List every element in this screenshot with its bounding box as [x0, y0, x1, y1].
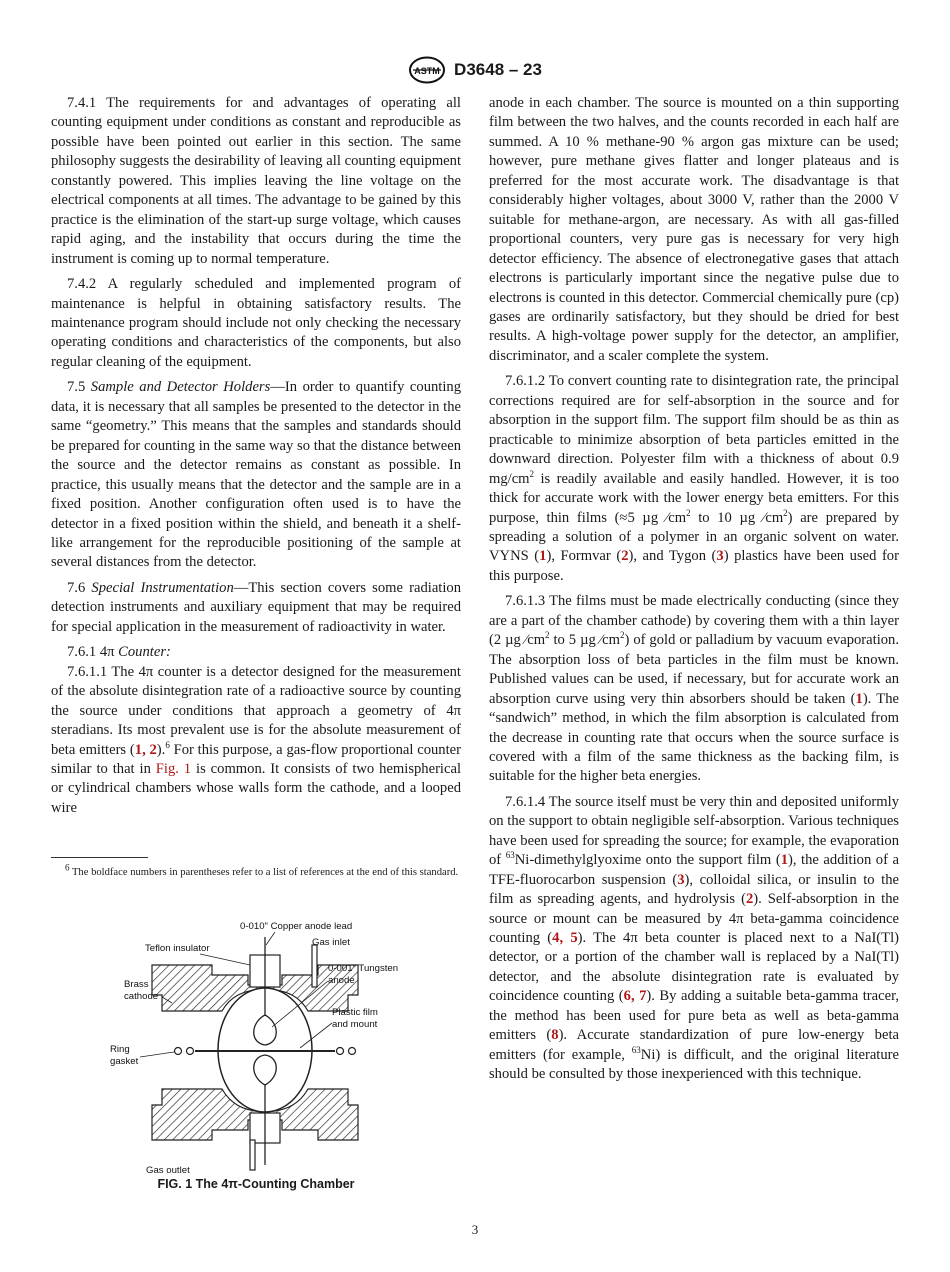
svg-text:0-001" Tungsten: 0-001" Tungsten	[328, 963, 399, 974]
reference-link[interactable]: 3	[677, 871, 685, 888]
svg-text:0-010" Copper anode lead: 0-010" Copper anode lead	[240, 921, 353, 932]
svg-text:ASTM: ASTM	[414, 66, 440, 76]
paragraph-7-6: 7.6 Special Instrumentation—This section covers some radiation detection instruments and auxiliary equipment that may be required for special application in the measurement of radioactivity in water.	[51, 579, 462, 635]
reference-link[interactable]: 1, 2	[134, 741, 157, 758]
reference-link[interactable]: 1	[539, 548, 547, 565]
svg-text:Plastic film: Plastic film	[332, 1007, 378, 1018]
figure-caption: FIG. 1 The 4π-Counting Chamber	[157, 1177, 355, 1191]
footnote-marker[interactable]: 6	[165, 739, 170, 750]
page-number: 3	[471, 1222, 479, 1237]
reference-link[interactable]: 1	[780, 852, 788, 869]
footnote-divider	[51, 857, 148, 858]
svg-text:anode: anode	[328, 975, 355, 986]
svg-text:Ring: Ring	[110, 1044, 130, 1055]
svg-text:Teflon insulator: Teflon insulator	[145, 943, 210, 954]
svg-text:gasket: gasket	[110, 1056, 139, 1067]
left-column	[51, 94, 461, 824]
svg-text:Gas inlet: Gas inlet	[312, 937, 350, 948]
counting-chamber-figure	[100, 915, 430, 1180]
footnote: $^6$ The boldface numbers in parentheses refer to a list of references at the end of this standard.	[65, 862, 459, 878]
paragraph-7-5: 7.5 Sample and Detector Holders—In order to quantify counting data, it is necessary that all samples be presented to the detector in the same “geometry.” This means that the samples and standards should be prepared for counting in the same way so that the distance between the source and the detector remains as constant as possible. In practice, this usually means that the detector and the sample are in a fixed position. Another configuration often used is to have the detector in a fixed position within the shield, and beneath it a shelf-like arrangement for the reproducible positioning of the sample at several distances from the detector.	[51, 379, 461, 571]
reference-link[interactable]: 4, 5	[552, 930, 578, 947]
section-title: Sample and Detector Holders	[90, 379, 271, 396]
reference-link[interactable]: 2	[621, 548, 629, 565]
svg-text:Brass: Brass	[124, 979, 149, 990]
paragraph-7-4-2: 7.4.2 A regularly scheduled and implemented program of maintenance is helpful in obtaining satisfactory results. The maintenance program should include not only checking the necessary operating conditions and characteristics of the components, but also regular cleaning of the equipment.	[51, 276, 461, 370]
figure-link[interactable]: Fig. 1	[155, 760, 192, 777]
reference-link[interactable]: 1	[855, 690, 863, 707]
reference-link[interactable]: 6, 7	[623, 988, 647, 1005]
right-column	[489, 94, 899, 1091]
svg-text:Gas outlet: Gas outlet	[146, 1165, 190, 1176]
svg-text:cathode: cathode	[124, 991, 159, 1002]
section-title: Counter:	[118, 644, 171, 661]
paragraph-7-6-1: 7.6.1 4π Counter:	[67, 644, 171, 661]
standard-designation: D3648 – 23	[454, 60, 542, 79]
page-header	[0, 56, 950, 84]
reference-link[interactable]: 8	[551, 1027, 559, 1044]
section-title: Special Instrumentation	[91, 579, 234, 596]
paragraph-7-6-1-4: 7.6.1.4 The source itself must be very thin and deposited uniformly on the support to obtain negligible self-absorption. Various techniques have been used for spreading the source; for example, the evaporation of $^{63}$Ni-dimethylglyoxime onto the support film (1), the addition of a TFE-fluorocarbon suspension (3), colloidal silica, or insulin to the film as spreading agents, and hydrolysis (2). Self-absorption in the source or mount can be measured by 4π beta-gamma coincidence counting (4, 5). The 4π beta counter is placed next to a NaI(Tl) detector, or a portion of the chamber wall is replaced by a NaI(Tl) detector, and the absolute disintegration rate is evaluated by coincidence counting (6, 7). By adding a suitable beta-gamma tracer, the method has been used for pure beta as well as beta-gamma emitters (8). Accurate standardization of pure low-energy beta emitters (for example, $^{63}$Ni) is difficult, and the original literature should be consulted by those inexperienced with this technique.	[489, 793, 899, 1083]
paragraph-7-6-1-1: 7.6.1.1 The 4π counter is a detector designed for the measurement of the absolute disintegration rate of a radioactive source by counting the source under conditions that approach a geometry of 4π steradians. Its most prevalent use is for the absolute measurement of beta emitters (1, 2).$^6$ For this purpose, a gas-flow proportional counter similar to that in Fig. 1 is common. It consists of two hemispherical or cylindrical chambers whose walls form the cathode, and a looped wire	[51, 663, 461, 816]
reference-link[interactable]: 2	[745, 891, 754, 908]
astm-logo-icon	[408, 56, 446, 84]
reference-link[interactable]: 3	[716, 548, 724, 565]
paragraph-7-6-1-3: 7.6.1.3 The films must be made electrically conducting (since they are a part of the chamber cathode) by covering them with a thin layer (2 µg $⁄cm^2$ to 5 µg $⁄cm^2$) of gold or palladium by vacuum evaporation. The absorption loss of beta particles in the film must be known. Published values can be used, if necessary, but for accurate work an absorption curve using very thin absorbers should be taken (1). The “sandwich” method, in which the film absorption is calculated from the decrease in counting rate that occurs when the source surface is covered with a film of the same thickness as the backing film, is suitable for the higher beta energies.	[489, 593, 899, 785]
svg-text:and mount: and mount	[332, 1019, 378, 1030]
paragraph-7-6-1-1-continued: anode in each chamber. The source is mounted on a thin supporting film between the two halves, and the counts recorded in each half are summed. A 10 % methane-90 % argon gas mixture can be used; however, pure methane gives flatter and longer plateaus and is preferred for the most accurate work. The disadvantage is that considerably higher voltages, about 3000 V, rather than the 2000 V suitable for methane-argon, are necessary. As with all gas-filled proportional counters, very pure gas is necessary for very high detector efficiency. The absence of electronegative gases that attach electrons is particularly important since the negative pulse due to electrons is counted in this detector. Commercial chemically pure (cp) gases are ordinarily satisfactory, but they should be dried for best results. A high-voltage power supply for the detector, an amplifier, discriminator, and a scaler complete the system.	[489, 95, 899, 364]
paragraph-7-6-1-2: 7.6.1.2 To convert counting rate to disintegration rate, the principal corrections required are for self-absorption in the source and for absorption in the support film. The support film should be as thin as practicable to minimize absorption of beta particles emitted in the downward direction. Polyester film with a thickness of about 0.9 $mg/cm^2$ is readily available and easily handled. However, it is too thick for accurate work with the lower energy beta emitters. For this purpose, thin films (≈5 µg $⁄cm^2$ to 10 µg $⁄cm^2$) are prepared by spreading a solution of a polymer in an organic solvent on water. VYNS (1), Formvar (2), and Tygon (3) plastics have been used for this purpose.	[489, 373, 899, 584]
paragraph-7-4-1: 7.4.1 The requirements for and advantages of operating all counting equipment under conditions as constant and reproducible as possible have been pointed out earlier in this section. The same philosophy suggests the desirability of leaving all counting equipment constantly powered. This implies leaving the line voltage on the electrical components at all times. The advantage to be gained by this practice is the elimination of the start-up surge voltage, which causes rapid aging, and the instability that occurs during the time the instrument is coming up to normal temperature.	[51, 95, 461, 267]
